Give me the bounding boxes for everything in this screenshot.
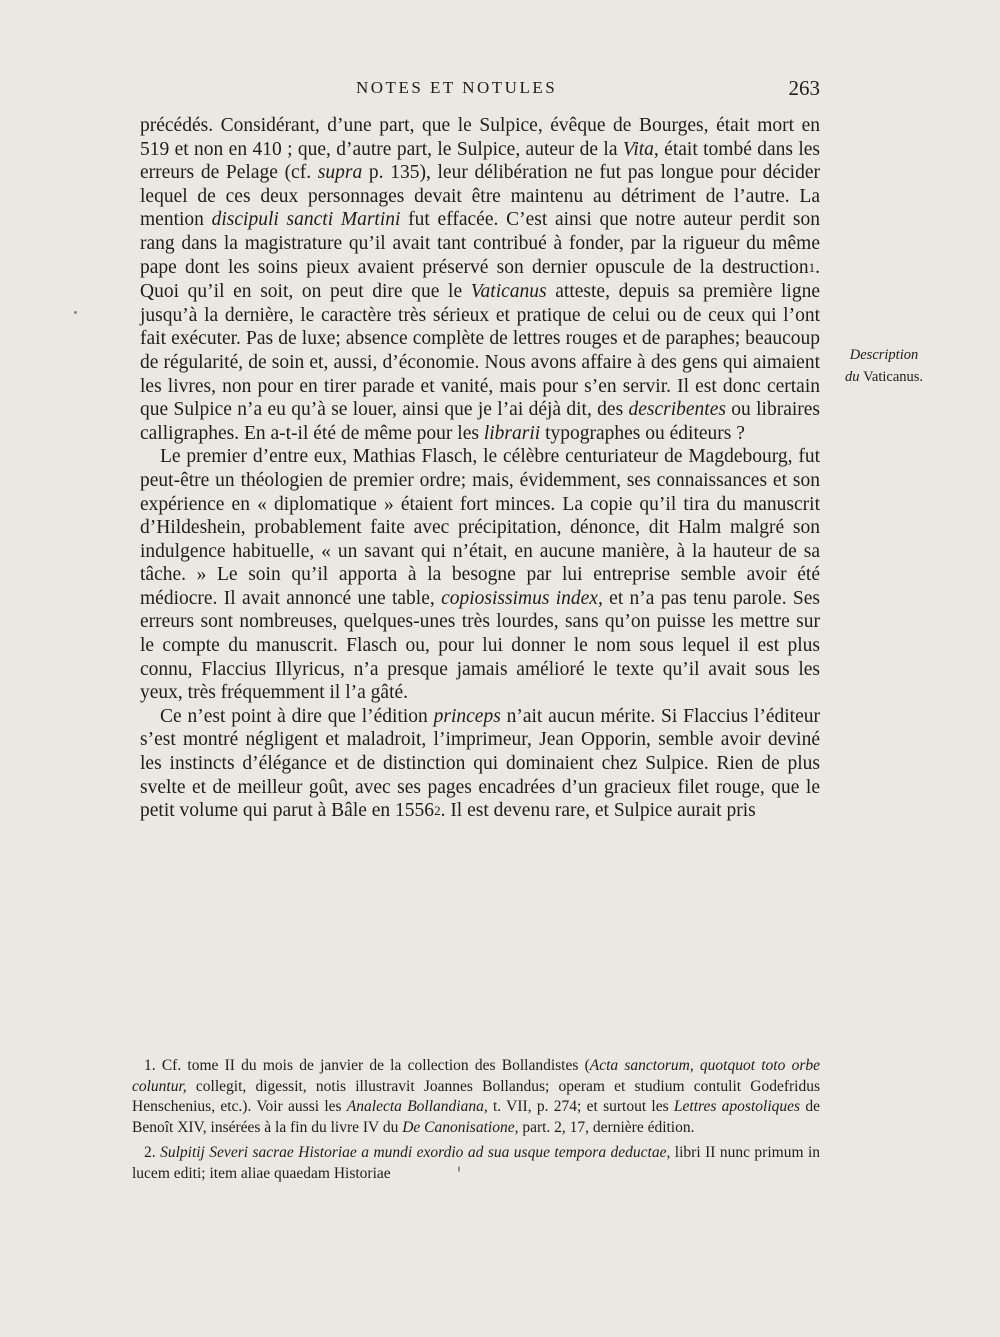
paper-speck <box>458 1166 460 1172</box>
footnote-2 <box>132 1143 820 1184</box>
italic-run: Vita, <box>622 138 659 160</box>
text-run: 2. <box>144 1144 161 1161</box>
footnotes <box>132 1056 820 1184</box>
paragraph-1 <box>140 114 820 445</box>
italic-run: De Canonisatione, <box>402 1118 519 1136</box>
italic-run: supra <box>317 162 363 184</box>
text-run: t. VII, p. 274; et surtout les <box>487 1098 674 1115</box>
italic-run: Analecta Bollandiana, <box>346 1098 488 1115</box>
italic-run: discipuli sancti Martini <box>211 209 401 231</box>
text-run: . Quoi qu’il en soit, on peut dire que le <box>140 256 820 303</box>
footnote-marker-2: 2 <box>434 803 441 819</box>
italic-run: Lettres apostoliques <box>673 1098 801 1115</box>
italic-run: princeps <box>433 705 501 727</box>
italic-run: copiosissimus index, <box>441 587 603 609</box>
margin-note-line-2 <box>828 366 940 388</box>
running-title: NOTES ET NOTULES <box>356 78 558 97</box>
margin-note <box>828 344 940 388</box>
text-run: libri II nunc primum in lucem editi; item aliae quaedam Historiae <box>132 1144 821 1182</box>
text-run: 1. Cf. tome II du mois de janvier de la collection des Bollandistes ( <box>144 1057 590 1074</box>
footnote-marker-1: 1 <box>808 259 816 275</box>
text-run: de Benoît XIV, insérées à la fin du livre IV du <box>132 1098 820 1136</box>
text-run: p. 135), leur délibération ne fut pas longue pour décider lequel de ces deux personnages devait être maintenu au détriment de l’autre. La mention <box>140 162 821 231</box>
text-run: Le premier d’entre eux, Mathias Flasch, le célèbre centuriateur de Magdebourg, fut peut-être un théologien de premier ordre; mais, évidemment, ses connaissances et son expérience en « diplomatique » étaient fort minces. La copie qu’il tira du manuscrit d’Hildeshein, probablement faite avec précipitation, dénonce, dit Halm malgré son indulgence habituelle, « un savant qui n’était, en aucune manière, à la hauteur de sa tâche. » Le soin qu’il apporta à la besogne par lui entreprise semble avoir été médiocre. Il avait annoncé une table, <box>140 446 820 609</box>
paragraph-3 <box>140 705 820 824</box>
italic-run: librarii <box>483 422 541 444</box>
italic-run: Sulpitij Severi sacrae Historiae a mundi exordio ad sua usque tempora deductae, <box>160 1144 671 1161</box>
running-header <box>140 78 820 102</box>
italic-run: describentes <box>628 399 726 421</box>
text-run: . Il est devenu rare, et Sulpice aurait pris <box>440 800 756 822</box>
text-run: fut effacée. C’est ainsi que notre auteur perdit son rang dans la magistrature qu’il avait tant contribué à fonder, par la rigueur du même pape dont les soins pieux avaient préservé son dernier opuscule de la destruction <box>140 209 820 278</box>
text-run: typographes ou éditeurs ? <box>540 422 745 444</box>
text-run: précédés. Considérant, d’une part, que le Sulpice, évêque de Bourges, était mort en 519 et non en 410 ; que, d’autre part, le Sulpice, auteur de la <box>140 115 820 160</box>
text-run: n’ait aucun mérite. Si Flaccius l’éditeur s’est montré négligent et maladroit, l’imprimeur, Jean Opporin, semble avoir deviné les instincts d’élégance et de distinction qui dominaient chez Sulpice. Rien de plus svelte et de meilleur goût, avec ses pages encadrées d’un gracieux filet rouge, que le petit volume qui parut à Bâle en 1556 <box>140 705 820 822</box>
paragraph-2 <box>140 445 820 705</box>
text-run: Ce n’est point à dire que l’édition <box>160 705 434 727</box>
paper-speck <box>74 311 77 314</box>
text-run: était tombé dans les erreurs de Pelage (cf. <box>140 138 820 184</box>
text-run: part. 2, 17, dernière édition. <box>518 1118 695 1136</box>
text-run: collegit, digessit, notis illustravit Joannes Bollandus; operam et studium contulit Godefridus Henschenius, etc.). Voir aussi les <box>132 1077 820 1115</box>
margin-note-word: Vaticanus. <box>863 369 924 385</box>
page-number: 263 <box>788 76 820 100</box>
italic-run: Acta sanctorum, quotquot toto orbe coluntur, <box>132 1057 820 1095</box>
margin-note-prefix: du <box>844 369 864 385</box>
text-run: atteste, depuis sa première ligne jusqu’à la dernière, le caractère très sérieux et pratique de celui ou de ceux qui l’ont fait exécuter. Pas de luxe; absence complète de lettres rouges et de paraphes; beaucoup de régularité, de soin et, aussi, d’économie. Nous avons affaire à des gens qui aimaient les livres, non pour en tirer parade et vanité, mais pour s’en servir. Il est donc certain que Sulpice n’a eu qu’à se louer, ainsi que je l’ai déjà dit, des <box>140 281 820 421</box>
italic-run: Vaticanus <box>470 281 547 303</box>
main-text <box>140 114 820 824</box>
footnote-1 <box>132 1056 820 1138</box>
text-run: ou libraires calligraphes. En a-t-il été de même pour les <box>140 399 821 444</box>
margin-note-line-1: Description <box>849 347 919 363</box>
text-run: et n’a pas tenu parole. Ses erreurs sont nombreuses, quelques-unes très lourdes, sans qu’on puisse les mettre sur le compte du manuscrit. Flasch ou, pour lui donner le nom sous lequel il est plus connu, Flaccius Illyricus, n’a presque jamais amélioré le texte qu’il avait sous les yeux, très fréquemment il l’a gâté. <box>140 587 820 704</box>
